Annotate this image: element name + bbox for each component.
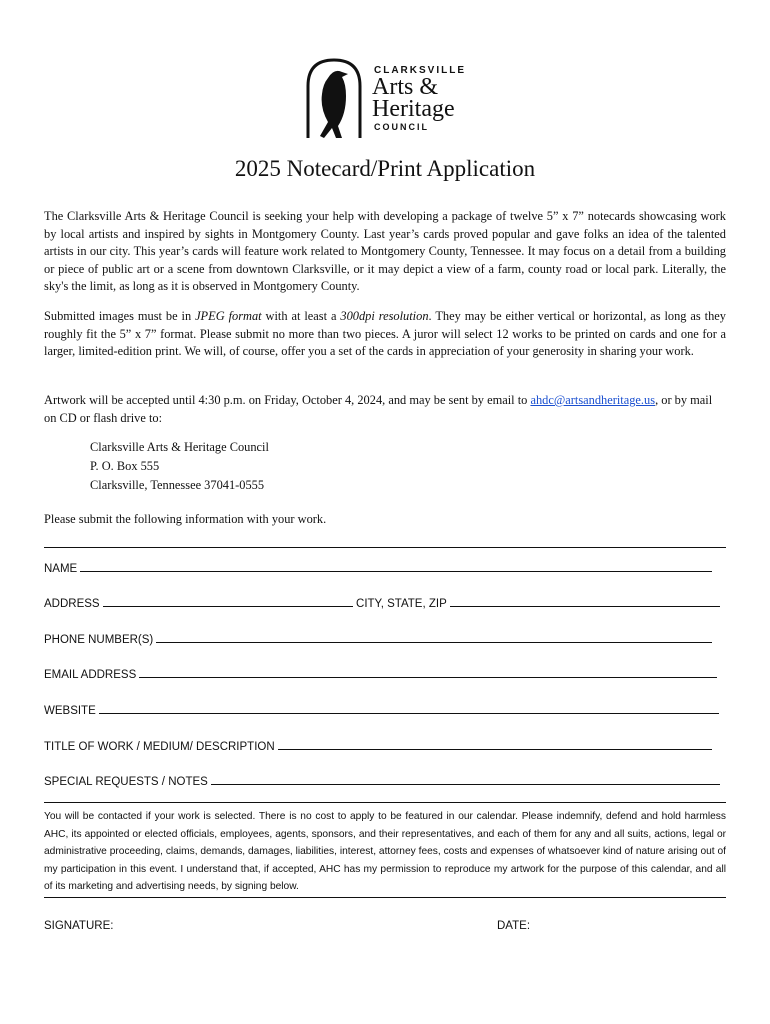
form-top-divider [44, 547, 726, 548]
name-label: NAME [44, 563, 78, 575]
phone-label: PHONE NUMBER(S) [44, 634, 154, 646]
requirements-text-3: . They may be either vertical or horizontal, as long as they roughly fit the 5” x 7” format. Please submit no more than two pieces. A juror will select 12 works to be printed on cards and one for a larger, limited-edition print. We will, of course, offer you a set of the cards in appreciation of your generosity in sharing your work. [44, 309, 726, 359]
disclaimer-top-divider [44, 802, 726, 803]
signature-label: SIGNATURE: [44, 920, 114, 932]
disclaimer-bottom-divider [44, 897, 726, 898]
deadline-text-1: Artwork will be accepted until 4:30 p.m. on Friday, October 4, 2024, and may be sent by email to [44, 393, 531, 407]
special-requests-field [44, 773, 720, 788]
requirements-text-1: Submitted images must be in [44, 309, 196, 323]
logo-line-1: CLARKSVILLE [374, 65, 466, 76]
email-field [44, 666, 720, 681]
special-requests-input-line[interactable] [211, 773, 720, 785]
requirements-paragraph [44, 308, 726, 361]
address-line-2: P. O. Box 555 [90, 459, 160, 473]
address-line-1: Clarksville Arts & Heritage Council [90, 440, 269, 454]
deadline-text-2: , or by mail on CD or flash drive to: [44, 393, 713, 425]
mailing-address [90, 438, 269, 495]
phone-field [44, 631, 720, 646]
deadline-paragraph [44, 392, 726, 427]
title-of-work-label: TITLE OF WORK / MEDIUM/ DESCRIPTION [44, 741, 275, 753]
intro-paragraph: The Clarksville Arts & Heritage Council is seeking your help with developing a package of twelve 5” x 7” notecards showcasing work by local artists and inspired by sights in Montgomery County. Last year’s cards proved popular and gave folks an idea of the talented artists in our city. This year’s cards will feature work related to Montgomery County, Tennessee. It may focus on a detail from a building or piece of public art or a scene from downtown Clarksville, or it may depict a view of a farm, county road or local park. Literally, the sky's the limit, as long as it is observed in Montgomery County. [44, 209, 726, 294]
name-field [44, 560, 720, 575]
disclaimer-text: You will be contacted if your work is selected. There is no cost to apply to be featured in our calendar. Please indemnify, defend and hold harmless AHC, its appointed or elected officials, employees, agents, sponsors, and their representatives, and each of them for any and all suits, actions, legal or administrative proceeding, claims, demands, damages, liabilities, interest, attorney fees, costs and expenses of whatsoever kind of nature arising out of my participation in this event. I understand that, if accepted, AHC has my permission to reproduce my artwork for the purpose of this calendar, and all of its marketing and advertising needs, by signing below. [44, 811, 726, 893]
date-label: DATE: [497, 920, 531, 932]
requirements-text-2: with at least a [261, 309, 341, 323]
website-label: WEBSITE [44, 705, 96, 717]
title-of-work-input-line[interactable] [278, 738, 712, 750]
special-requests-label: SPECIAL REQUESTS / NOTES [44, 776, 208, 788]
logo-line-2: Arts & [372, 74, 438, 100]
logo-line-4: COUNCIL [374, 122, 429, 132]
email-link[interactable]: ahdc@artsandheritage.us [530, 393, 656, 407]
city-state-zip-label: CITY, STATE, ZIP [356, 598, 447, 610]
page-title: 2025 Notecard/Print Application [234, 156, 536, 181]
crow-arch-icon [302, 56, 372, 140]
email-label: EMAIL ADDRESS [44, 669, 137, 681]
website-input-line[interactable] [99, 702, 719, 714]
council-logo [302, 56, 472, 140]
address-label: ADDRESS [44, 598, 100, 610]
address-line-3: Clarksville, Tennessee 37041-0555 [90, 478, 265, 492]
requirements-format: JPEG format [195, 309, 262, 323]
email-input-line[interactable] [139, 666, 717, 678]
title-of-work-field [44, 738, 720, 753]
city-state-zip-input-line[interactable] [450, 595, 720, 607]
logo-line-3: Heritage [372, 96, 455, 122]
name-input-line[interactable] [80, 560, 712, 572]
phone-input-line[interactable] [156, 631, 712, 643]
requirements-resolution: 300dpi resolution [340, 309, 429, 323]
address-input-line[interactable] [103, 595, 353, 607]
address-field-row [44, 595, 720, 610]
website-field [44, 702, 720, 717]
submit-info-paragraph: Please submit the following information with your work. [44, 512, 327, 526]
